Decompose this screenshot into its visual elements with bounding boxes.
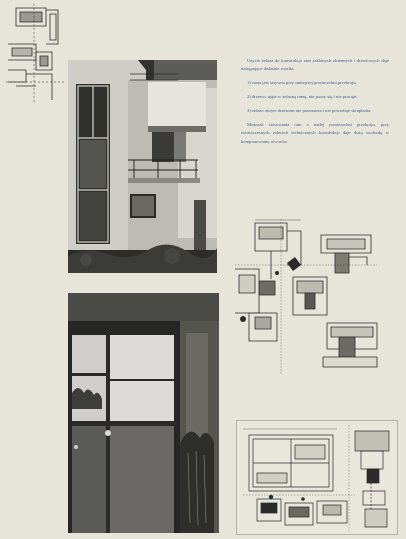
advantages-list — [241, 79, 389, 115]
window-detail-drawing — [236, 420, 398, 535]
corner-frame-drawing — [6, 4, 64, 104]
body-text — [241, 57, 389, 152]
list-item: 2) drzewo, ujęte w żelazną ramę, nie paczy się i nie pracuje, — [247, 94, 358, 100]
facade-photo — [68, 60, 217, 273]
closing-paragraph: Możność stosowania ram o małej powierzchni przekroju, przy równoczesnych zaletach technicznych konstrukcji daje dużą swobodę w komponowaniu otworów. — [241, 122, 389, 144]
list-item: 1) rama jest sztywna przy mniejszej powierzchni przekroju, — [247, 80, 357, 86]
frame-section-drawing — [231, 217, 379, 377]
door-photo — [68, 293, 219, 533]
intro-paragraph: Użycie żelaza do konstrukcji ram szklonych okiennych i drzwiowych daje następujące dodatnie wyniki: — [241, 58, 389, 72]
list-item: 3) żelazo okryte drzewem nie przemarza i nie powoduje skraplania. — [247, 108, 372, 114]
